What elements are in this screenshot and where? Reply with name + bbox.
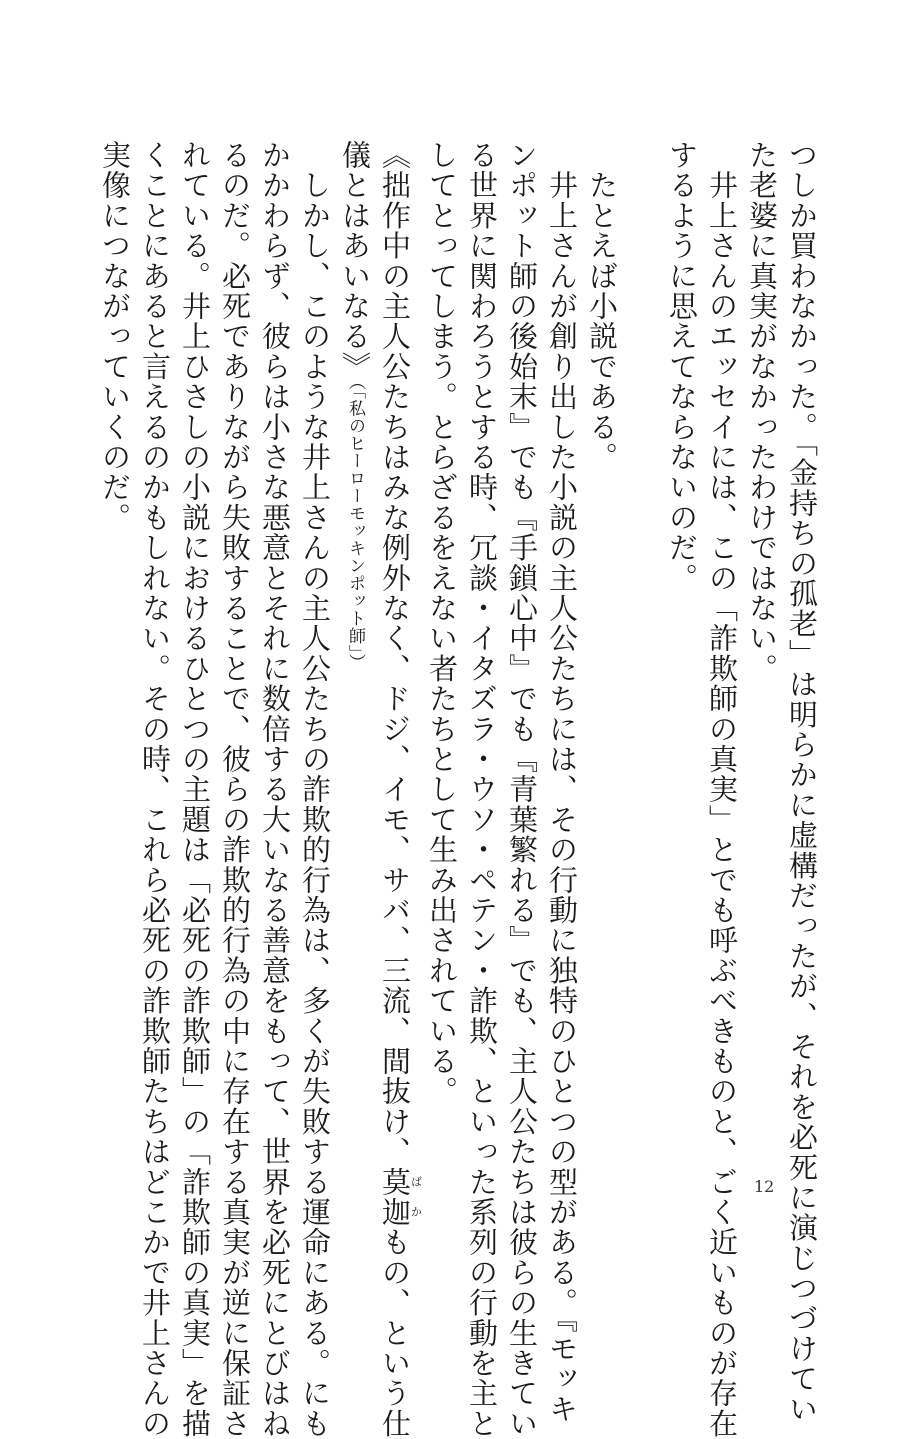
- text-line: してとってしまう。とらざるをえない者たちとして生み出されている。: [425, 140, 459, 1107]
- text-line: れている。井上ひさしの小説におけるひとつの主題は「必死の詐欺師」の「詐欺師の真実」を描: [178, 140, 212, 1439]
- quote-text: 《拙作中の主人公たちはみな例外なく、ドジ、イモ、サバ、三流、間抜け、: [378, 140, 412, 1167]
- text-line: くことにあると言えるのかもしれない。その時、これら必死の詐欺師たちはどこかで井上さんの: [138, 140, 172, 1439]
- quote-text: 儀とはあいなる》: [338, 140, 372, 382]
- text-line: るのだ。必死でありながら失敗することで、彼らの詐欺的行為の中に存在する真実が逆に保証さ: [218, 140, 252, 1439]
- text-line: しかし、このような井上さんの主人公たちの詐欺的行為は、多くが失敗する運命にある。にも: [298, 140, 332, 1439]
- text-line: するように思えてならないのだ。: [665, 140, 699, 593]
- ruby-word: [378, 1166, 423, 1228]
- text-line: たとえば小説である。: [585, 140, 619, 473]
- page-number: 12: [754, 1177, 775, 1196]
- text-line: 実像につながっていくのだ。: [98, 140, 132, 533]
- text-line: つしか買わなかった。「金持ちの孤老」は明らかに虚構だったが、それを必死に演じつづけてい: [785, 140, 819, 1425]
- text-line: かかわらず、彼らは小さな悪意とそれに数倍する大いなる善意をもって、世界を必死にとびはね: [258, 140, 292, 1439]
- text-line: 井上さんのエッセイには、この「詐欺師の真実」とでも呼ぶべきものと、ごく近いものが存在: [705, 140, 739, 1439]
- source-note: （「私のヒーローモッキンポット師」）: [345, 381, 365, 672]
- quote-text: もの、という仕: [378, 1227, 412, 1439]
- quote-line: [375, 140, 423, 1439]
- text-line: ンポット師の後始末』でも『手鎖心中』でも『青葉繁れる』でも、主人公たちは彼らの生きてい: [505, 140, 539, 1439]
- text-line: る世界に関わろうとする時、冗談・イタズラ・ウソ・ペテン・詐欺、といった系列の行動を主と: [465, 140, 499, 1439]
- quote-line: [335, 140, 375, 1175]
- text-line: 井上さんが創り出した小説の主人公たちには、その行動に独特のひとつの型がある。『モッキ: [545, 140, 579, 1425]
- paragraph-gap: [622, 140, 662, 1175]
- text-line: た老婆に真実がなかったわけではない。: [745, 140, 779, 684]
- ruby-reading: ばか: [409, 1166, 423, 1228]
- ruby-base: 莫迦: [378, 1166, 412, 1228]
